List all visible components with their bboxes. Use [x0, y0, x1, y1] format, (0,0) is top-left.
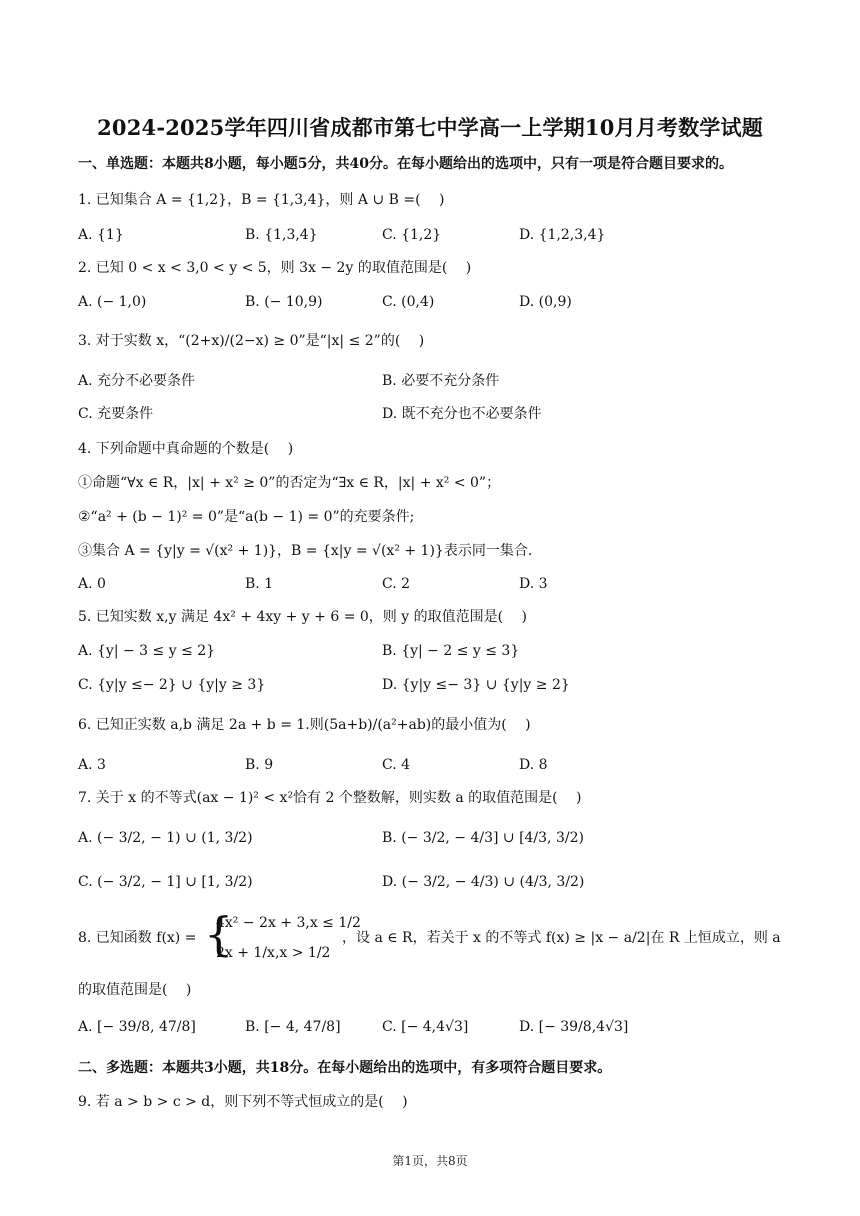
- section-1-heading: 一、单选题：本题共8小题，每小题5分，共40分。在每小题给出的选项中，只有一项是符合题目要求的。: [78, 156, 733, 172]
- section-2-heading: 二、多选题：本题共3小题，共18分。在每小题给出的选项中，有多项符合题目要求。: [78, 1060, 612, 1076]
- q8-option-d: D. [− 39/8,4√3]: [519, 1019, 629, 1035]
- q4-item-3: ③集合 A = {y|y = √(x² + 1)}，B = {x|y = √(x² + 1)}表示同一集合.: [78, 543, 533, 559]
- q1-option-d: D. {1,2,3,4}: [519, 227, 606, 243]
- q4-item-1: ①命题“∀x ∈ R，|x| + x² ≥ 0”的否定为“∃x ∈ R，|x| + x² < 0”；: [78, 475, 501, 491]
- q4-option-a: A. 0: [78, 576, 106, 592]
- q1-option-c: C. {1,2}: [382, 227, 442, 243]
- q3-option-a: A. 充分不必要条件: [78, 373, 196, 389]
- q1-option-b: B. {1,3,4}: [245, 227, 318, 243]
- q7-option-a: A. (− 3/2, − 1) ∪ (1, 3/2): [78, 830, 253, 846]
- q2-option-c: C. (0,4): [382, 294, 435, 310]
- q1-stem: 1. 已知集合 A = {1,2}，B = {1,3,4}，则 A ∪ B =( ): [78, 192, 445, 208]
- q5-option-b: B. {y| − 2 ≤ y ≤ 3}: [382, 643, 520, 659]
- q8-stem-line2: 的取值范围是( ): [78, 982, 192, 998]
- q5-option-a: A. {y| − 3 ≤ y ≤ 2}: [78, 643, 216, 659]
- q8-stem-start: 8. 已知函数 f(x) =: [78, 930, 197, 946]
- q8-piecewise-brace: {: [204, 907, 234, 961]
- q5-stem: 5. 已知实数 x,y 满足 4x² + 4xy + y + 6 = 0，则 y 的取值范围是( ): [78, 609, 527, 625]
- q3-stem: 3. 对于实数 x，“(2+x)/(2−x) ≥ 0”是“|x| ≤ 2”的( ): [78, 333, 425, 349]
- q5-option-c: C. {y|y ≤− 2} ∪ {y|y ≥ 3}: [78, 677, 266, 693]
- q8-stem-end: ，设 a ∈ R，若关于 x 的不等式 f(x) ≥ |x − a/2|在 R 上恒成立，则 a: [342, 930, 781, 946]
- q4-option-c: C. 2: [382, 576, 411, 592]
- exam-title: 2024-2025学年四川省成都市第七中学高一上学期10月月考数学试题: [97, 115, 763, 140]
- q2-stem: 2. 已知 0 < x < 3,0 < y < 5，则 3x − 2y 的取值范围是( ): [78, 260, 472, 276]
- q8-option-a: A. [− 39/8, 47/8]: [78, 1019, 196, 1035]
- q3-option-d: D. 既不充分也不必要条件: [382, 406, 542, 422]
- q8-option-c: C. [− 4,4√3]: [382, 1019, 469, 1035]
- q3-option-c: C. 充要条件: [78, 406, 154, 422]
- q6-option-c: C. 4: [382, 757, 411, 773]
- q6-option-d: D. 8: [519, 757, 548, 773]
- q4-item-2: ②“a² + (b − 1)² = 0”是“a(b − 1) = 0”的充要条件;: [78, 509, 415, 525]
- q6-stem: 6. 已知正实数 a,b 满足 2a + b = 1.则(5a+b)/(a²+ab)的最小值为( ): [78, 717, 531, 733]
- q4-option-d: D. 3: [519, 576, 548, 592]
- q7-stem: 7. 关于 x 的不等式(ax − 1)² < x²恰有 2 个整数解，则实数 a 的取值范围是( ): [78, 790, 582, 806]
- q8-option-b: B. [− 4, 47/8]: [245, 1019, 341, 1035]
- q7-option-b: B. (− 3/2, − 4/3] ∪ [4/3, 3/2): [382, 830, 584, 846]
- page-footer: 第1页，共8页: [392, 1154, 468, 1168]
- q4-stem: 4. 下列命题中真命题的个数是( ): [78, 441, 294, 457]
- q8-case-2: 2x + 1/x,x > 1/2: [216, 945, 331, 961]
- q7-option-c: C. (− 3/2, − 1] ∪ [1, 3/2): [78, 874, 253, 890]
- q6-option-a: A. 3: [78, 757, 106, 773]
- q9-stem: 9. 若 a > b > c > d，则下列不等式恒成立的是( ): [78, 1094, 408, 1110]
- q6-option-b: B. 9: [245, 757, 274, 773]
- q4-option-b: B. 1: [245, 576, 274, 592]
- q8-case-1: 4x² − 2x + 3,x ≤ 1/2: [216, 915, 361, 931]
- q5-option-d: D. {y|y ≤− 3} ∪ {y|y ≥ 2}: [382, 677, 570, 693]
- q3-option-b: B. 必要不充分条件: [382, 373, 500, 389]
- q7-option-d: D. (− 3/2, − 4/3) ∪ (4/3, 3/2): [382, 874, 585, 890]
- q2-option-a: A. (− 1,0): [78, 294, 147, 310]
- q1-option-a: A. {1}: [78, 227, 124, 243]
- q2-option-d: D. (0,9): [519, 294, 572, 310]
- q2-option-b: B. (− 10,9): [245, 294, 323, 310]
